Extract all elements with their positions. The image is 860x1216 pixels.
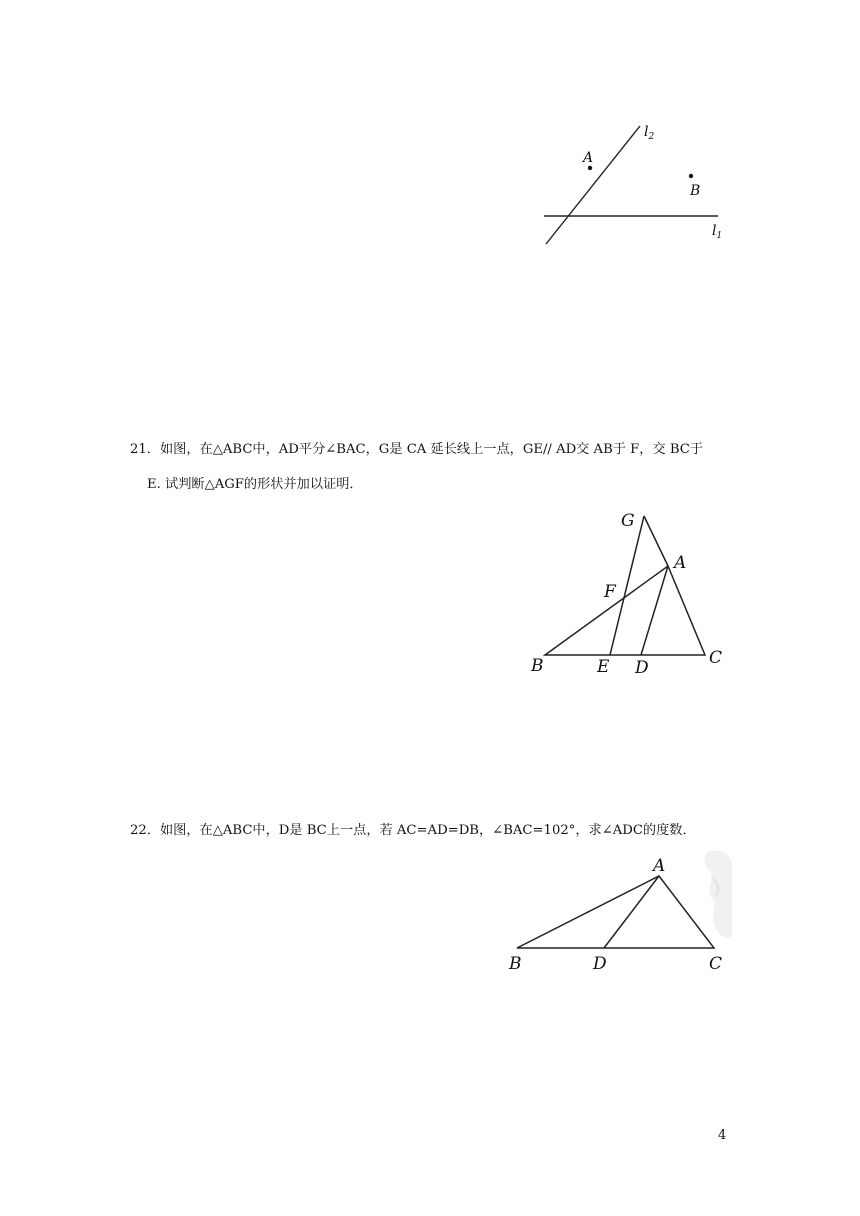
label-point-b: B [690, 183, 701, 199]
problem-21-text [130, 443, 703, 491]
label-point-a: A [674, 553, 687, 573]
figure-lines-l1-l2 [530, 118, 740, 253]
label-point-d: D [635, 658, 649, 678]
label-point-d: D [593, 954, 607, 974]
label-point-c: C [709, 648, 723, 668]
point-a-dot [588, 166, 592, 170]
triangle-abc [517, 876, 714, 948]
line-l2 [546, 126, 640, 244]
label-point-c: C [709, 954, 723, 974]
label-point-a: A [653, 856, 666, 876]
label-point-b: B [509, 954, 522, 974]
label-point-a: A [583, 150, 594, 166]
problem-21-line-1: 21．如图，在△ABC中，AD平分∠BAC，G是 CA 延长线上一点，GE// AD交 AB于 F，交 BC于 [130, 442, 704, 457]
segment-ag [644, 516, 668, 566]
label-point-e: E [597, 657, 610, 677]
page-number: 4 [718, 1128, 727, 1143]
segment-ad [604, 876, 659, 948]
problem-21-line-2: E. 试判断△AGF的形状并加以证明． [147, 477, 363, 493]
point-b-dot [689, 174, 693, 178]
label-point-b: B [531, 656, 544, 676]
label-line-l2: $l_2$ [644, 124, 655, 142]
label-point-f: F [604, 582, 616, 602]
problem-22-line-1: 22．如图，在△ABC中，D是 BC上一点，若 AC=AD=DB，∠BAC=102°，求∠ADC的度数． [130, 823, 696, 838]
label-line-l1: $l_1$ [712, 223, 723, 241]
problem-22-text [130, 824, 696, 837]
segment-ad [641, 566, 668, 655]
figure-problem-21-triangle [525, 505, 735, 683]
figure-problem-22-triangle [500, 850, 735, 975]
triangle-abc [545, 566, 705, 655]
label-point-g: G [621, 511, 635, 531]
